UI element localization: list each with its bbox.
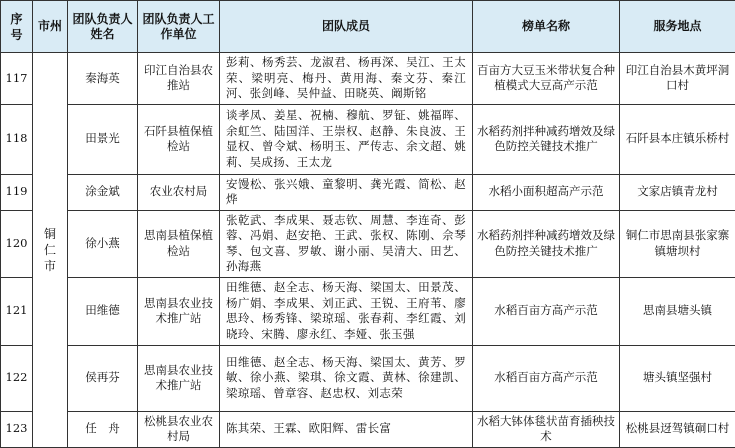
cell-members: 陈其荣、王霖、欧阳辉、雷长富 — [220, 411, 473, 447]
table-row — [1, 277, 735, 345]
table-row — [1, 411, 735, 447]
cell-unit: 松桃县农业农村局 — [138, 411, 220, 447]
cell-seq: 120 — [1, 210, 33, 277]
cell-seq: 122 — [1, 345, 33, 411]
cell-place: 石阡县本庄镇乐桥村 — [620, 104, 735, 174]
cell-list: 水稻小面积超高产示范 — [473, 174, 620, 210]
cell-list: 百亩方大豆玉米带状复合种植模式大豆高产示范 — [473, 53, 620, 105]
header-leader: 团队负责人姓名 — [68, 1, 138, 53]
cell-leader: 侯再芬 — [68, 345, 138, 411]
header-place: 服务地点 — [620, 1, 735, 53]
cell-seq: 123 — [1, 411, 33, 447]
table-row — [1, 104, 735, 174]
header-members: 团队成员 — [220, 1, 473, 53]
cell-seq: 121 — [1, 277, 33, 345]
table-row — [1, 345, 735, 411]
cell-place: 铜仁市思南县张家寨镇塘坝村 — [620, 210, 735, 277]
cell-unit: 农业农村局 — [138, 174, 220, 210]
cell-leader: 徐小燕 — [68, 210, 138, 277]
cell-seq: 119 — [1, 174, 33, 210]
cell-place: 松桃县迓驾镇硐口村 — [620, 411, 735, 447]
header-city: 市州 — [33, 1, 68, 53]
cell-leader: 任 舟 — [68, 411, 138, 447]
table-row — [1, 174, 735, 210]
cell-unit: 石阡县植保植检站 — [138, 104, 220, 174]
header-unit: 团队负责人工作单位 — [138, 1, 220, 53]
header-seq: 序号 — [1, 1, 33, 53]
cell-list: 水稻百亩方高产示范 — [473, 277, 620, 345]
cell-list: 水稻药剂拌种减药增效及绿色防控关键技术推广 — [473, 104, 620, 174]
cell-unit: 印江自治县农推站 — [138, 53, 220, 105]
cell-city: 铜仁市 — [33, 53, 68, 448]
cell-unit: 思南县农业技术推广站 — [138, 277, 220, 345]
cell-members: 田维德、赵全志、杨天海、梁国太、黄芳、罗敏、徐小燕、梁琪、徐文霞、黄林、徐建凯、梁琼瑶、曾章容、赵忠权、刘志荣 — [220, 345, 473, 411]
cell-leader: 田维德 — [68, 277, 138, 345]
cell-seq: 118 — [1, 104, 33, 174]
cell-seq: 117 — [1, 53, 33, 105]
table-row — [1, 210, 735, 277]
cell-place: 文家店镇青龙村 — [620, 174, 735, 210]
cell-list: 水稻药剂拌种减药增效及绿色防控关键技术推广 — [473, 210, 620, 277]
cell-list: 水稻大钵体毯状苗育插秧技术 — [473, 411, 620, 447]
cell-members: 张乾武、李成果、聂志钦、周慧、李连奇、彭蓉、冯娟、赵安艳、王武、张权、陈刚、佘琴琴、包文喜、罗敏、谢小丽、吴清大、田艺、孙海燕 — [220, 210, 473, 277]
cell-unit: 思南县农业技术推广站 — [138, 345, 220, 411]
cell-place: 思南县塘头镇 — [620, 277, 735, 345]
cell-place: 印江自治县木黄坪洞口村 — [620, 53, 735, 105]
cell-members: 安馒松、张兴娥、童黎明、龚光霞、简松、赵烨 — [220, 174, 473, 210]
cell-leader: 秦海英 — [68, 53, 138, 105]
cell-place: 塘头镇坚强村 — [620, 345, 735, 411]
header-list: 榜单名称 — [473, 1, 620, 53]
cell-members: 谈孝凤、姜星、祝楠、穆航、罗钲、姚福晖、余虹竺、陆国洋、王崇权、赵静、朱良波、王显权、曾令斌、杨明玉、严传志、余文超、姚莉、吴成扬、王太龙 — [220, 104, 473, 174]
header-row — [1, 1, 735, 53]
cell-members: 彭莉、杨秀芸、龙淑君、杨再深、吴江、王太荣、梁明亮、梅丹、黄用海、秦文芬、秦江河、张剑峰、吴仲益、田晓英、阚斯铭 — [220, 53, 473, 105]
cell-leader: 田景光 — [68, 104, 138, 174]
cell-list: 水稻百亩方高产示范 — [473, 345, 620, 411]
cell-members: 田维德、赵全志、杨天海、梁国太、田景茂、杨广娟、李成果、刘正武、王锐、王府苇、廖思玲、杨秀锋、梁琼瑶、张春莉、李红霞、刘晓玲、宋腾、廖永红、李娅、张玉强 — [220, 277, 473, 345]
cell-leader: 涂金斌 — [68, 174, 138, 210]
cell-unit: 思南县植保植检站 — [138, 210, 220, 277]
table-row — [1, 53, 735, 105]
